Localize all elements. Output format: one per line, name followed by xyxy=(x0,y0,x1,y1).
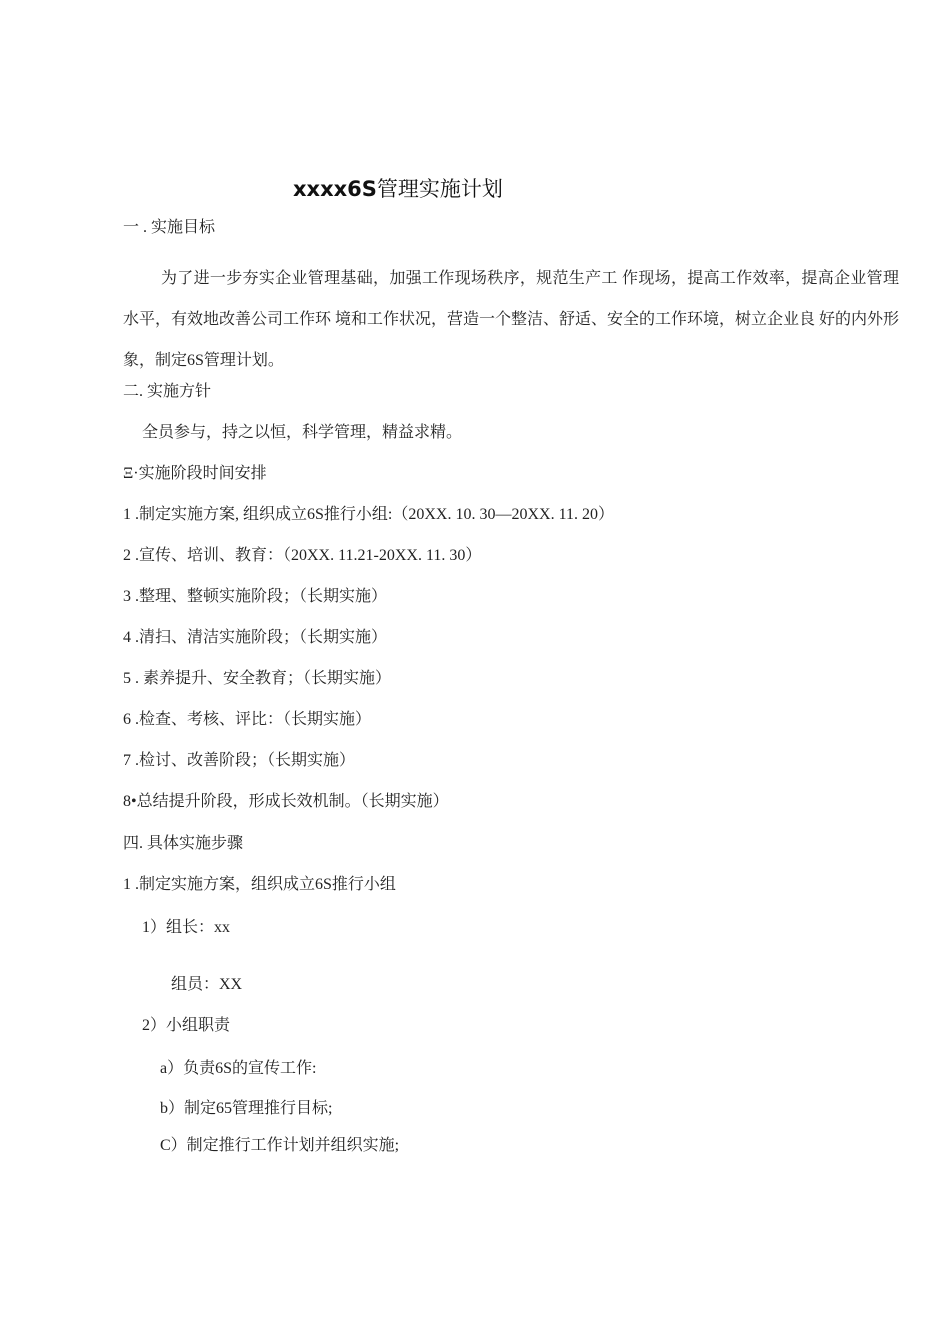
duty-item: C）制定推行工作计划并组织实施; xyxy=(160,1137,400,1154)
team-leader: 1）组长：xx xyxy=(142,919,231,936)
duties-heading: 2）小组职责 xyxy=(142,1017,231,1034)
duty-item: b）制定65管理推行目标; xyxy=(160,1100,333,1117)
schedule-item: 5 . 素养提升、安全教育；（长期实施） xyxy=(123,670,392,687)
duty-item: a）负责6S的宣传工作: xyxy=(160,1060,317,1077)
step-1: 1 .制定实施方案，组织成立6S推行小组 xyxy=(123,876,396,893)
section-1-paragraph: 为了进一步夯实企业管理基础，加强工作现场秩序，规范生产工 作现场，提高工作效率，提高企业管理水平，有效地改善公司工作环 境和工作状况，营造一个整洁、舒适、安全的工作环境，树立企业良 好的内外形象，制定6S管理计划。 xyxy=(123,270,900,369)
section-2-heading: 二. 实施方针 xyxy=(123,383,212,400)
schedule-item: 6 .检查、考核、评比：（长期实施） xyxy=(123,711,372,728)
document-title xyxy=(293,176,503,202)
schedule-item: 1 .制定实施方案, 组织成立6S推行小组:（20XX. 10. 30—20XX. 11. 20） xyxy=(123,506,614,523)
schedule-item: 3 .整理、整顿实施阶段；（长期实施） xyxy=(123,588,388,605)
schedule-item: 4 .清扫、清洁实施阶段；（长期实施） xyxy=(123,629,388,646)
team-members: 组员：XX xyxy=(171,976,243,993)
section-2-text: 全员参与，持之以恒，科学管理，精益求精。 xyxy=(142,424,463,441)
section-1-heading: 一 . 实施目标 xyxy=(123,219,216,236)
schedule-item: 8•总结提升阶段，形成长效机制。（长期实施） xyxy=(123,793,449,810)
schedule-item: 2 .宣传、培训、教育：（20XX. 11.21-20XX. 11. 30） xyxy=(123,547,482,564)
section-4-heading: 四. 具体实施步骤 xyxy=(123,835,244,852)
title-cjk: 管理实施计划 xyxy=(376,177,503,201)
schedule-item: 7 .检讨、改善阶段；（长期实施） xyxy=(123,752,356,769)
section-3-heading: Ξ·实施阶段时间安排 xyxy=(123,465,267,482)
title-latin: xxxx6S xyxy=(293,177,377,201)
